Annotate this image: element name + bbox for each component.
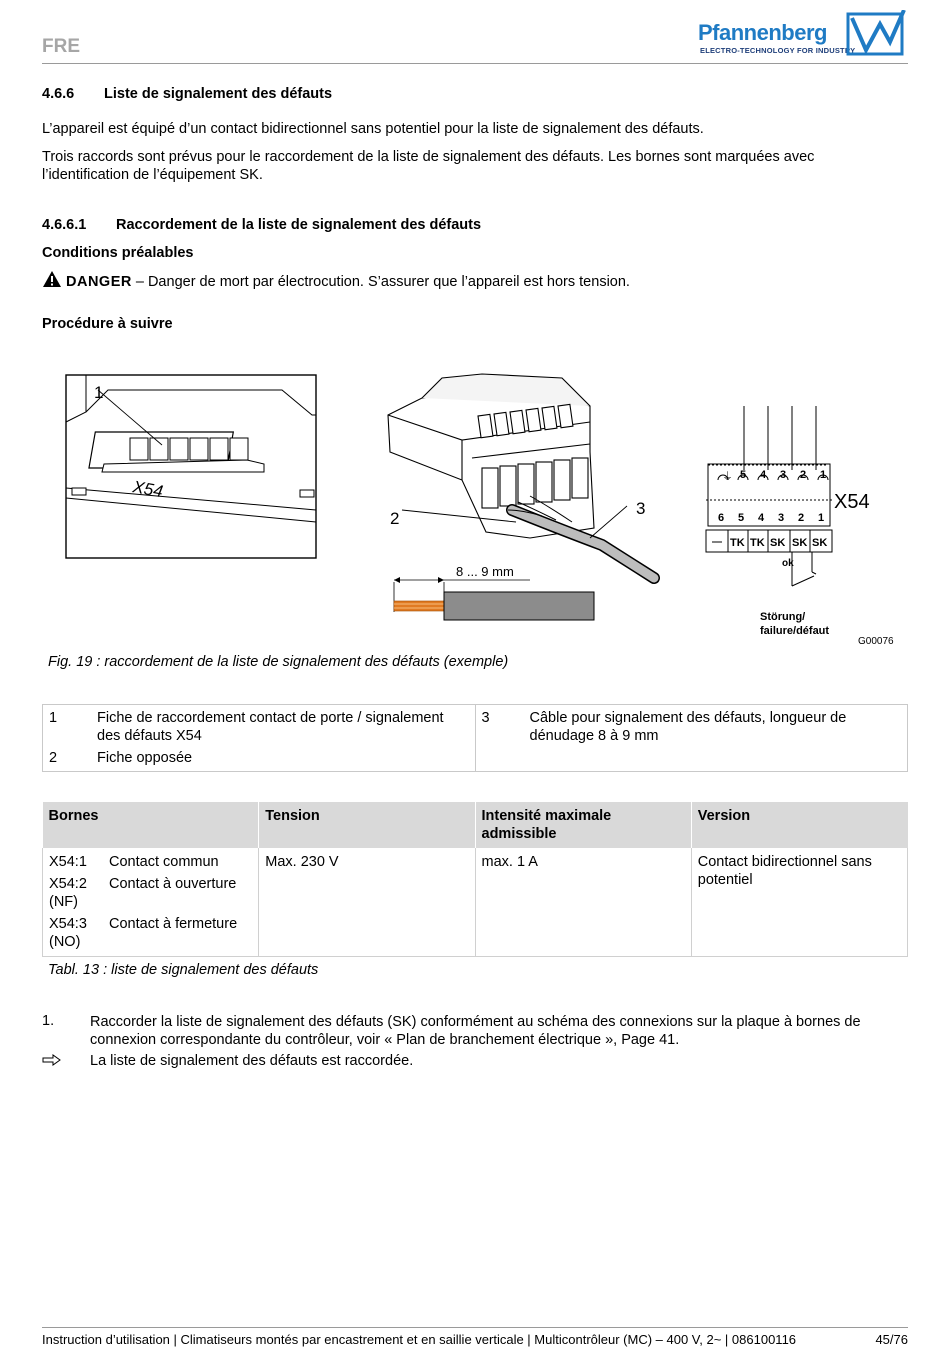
spec-header-intensite — [475, 802, 691, 848]
danger-text: – Danger de mort par électrocution. S’assurer que l’appareil est hors tension. — [131, 274, 630, 290]
legend-right-cell — [475, 705, 908, 772]
subsection-title: Raccordement de la liste de signalement des défauts — [116, 217, 482, 233]
spec-header-version: Version — [691, 802, 907, 848]
callout-3: 3 — [636, 499, 646, 518]
legend-item-3-text — [530, 709, 847, 745]
danger-notice — [42, 270, 630, 290]
legend-item-1-text — [97, 709, 444, 745]
result-text: La liste de signalement des défauts est raccordée. — [90, 1053, 414, 1069]
terminal-top-1: 1 — [820, 469, 827, 481]
terminal-spec-table — [42, 802, 908, 957]
terminal-numbers — [718, 512, 824, 524]
section-paragraph-1: L’appareil est équipé d’un contact bidirectionnel sans potentiel pour la liste de signalement des défauts. — [42, 121, 704, 137]
terminal-top-4: 4 — [760, 469, 767, 481]
legend-item-2-text: Fiche opposée — [97, 750, 193, 766]
step-1-text-line-2: connexion correspondante du contrôleur, voir « Plan de branchement électrique », Page 41. — [90, 1032, 680, 1048]
ground-symbol-icon: ⏚ — [722, 470, 733, 483]
procedure-heading: Procédure à suivre — [42, 316, 173, 332]
terminal-top-2: 2 — [800, 469, 807, 481]
terminal-suffix: (NF) — [49, 894, 78, 910]
terminal-row-x54-2 — [49, 875, 252, 911]
language-code: FRE — [42, 36, 80, 57]
terminal-num-4: 4 — [758, 512, 765, 524]
x54-schematic-label: X54 — [834, 491, 870, 513]
spec-table-header-row — [43, 802, 908, 848]
legend-item-1 — [49, 709, 469, 745]
spec-cell-intensite: max. 1 A — [475, 848, 691, 957]
terminal-description: Contact à fermeture — [109, 916, 238, 932]
spec-table-row — [43, 848, 908, 957]
section-paragraph-2-line-2: l’identification de l’équipement SK. — [42, 167, 263, 183]
spec-version-line-2: potentiel — [697, 872, 753, 888]
section-title: Liste de signalement des défauts — [104, 86, 333, 102]
terminal-row-x54-3 — [49, 915, 252, 951]
failure-label-line-1: Störung/ — [760, 611, 806, 623]
danger-signal-word: DANGER — [66, 274, 132, 290]
legend-item-3 — [482, 709, 902, 745]
terminal-code: X54:1 — [49, 854, 87, 870]
terminal-schematic — [706, 406, 832, 586]
x54-plate-label: X54 — [131, 477, 165, 502]
legend-item-2 — [49, 749, 469, 767]
warning-triangle-icon — [42, 270, 62, 288]
terminal-num-3: 3 — [778, 512, 785, 524]
spec-header-intensite-line-2: admissible — [481, 826, 557, 842]
step-1-number: 1. — [42, 1013, 55, 1029]
figure-code: G00076 — [858, 636, 894, 647]
table-caption: Tabl. 13 : liste de signalement des défauts — [48, 962, 319, 978]
terminal-labels — [730, 537, 827, 549]
terminal-num-1: 1 — [818, 512, 825, 524]
header-divider — [42, 63, 908, 64]
terminal-num-2: 2 — [798, 512, 805, 524]
spec-cell-bornes — [43, 848, 259, 957]
legend-item-3-text-line-1: Câble pour signalement des défauts, longueur de — [529, 710, 847, 726]
stripped-wire-illustration — [394, 577, 594, 620]
terminal-code: X54:3 — [49, 916, 87, 932]
logo-mark-icon — [846, 10, 906, 56]
failure-label-line-2: failure/défaut — [760, 625, 830, 637]
terminal-suffix: (NO) — [49, 934, 81, 950]
terminal-label-sk-1: SK — [770, 537, 786, 549]
section-paragraph-2-line-1: Trois raccords sont prévus pour le raccordement de la liste de signalement des défauts. Les bornes sont marquées avec — [42, 149, 815, 165]
terminal-label-sk-2: SK — [792, 537, 808, 549]
terminal-top-numbers — [740, 469, 826, 481]
spec-header-intensite-line-1: Intensité maximale — [481, 808, 612, 824]
section-number: 4.6.6 — [42, 86, 75, 102]
plug-illustration — [388, 374, 594, 538]
terminal-label-tk-2: TK — [750, 537, 765, 549]
terminal-description: Contact à ouverture — [109, 876, 237, 892]
figure-caption: Fig. 19 : raccordement de la liste de signalement des défauts (exemple) — [48, 654, 509, 670]
housing-illustration — [66, 375, 316, 558]
company-logo — [698, 8, 908, 56]
figure-legend-table — [42, 704, 908, 772]
legend-left-cell — [43, 705, 476, 772]
legend-item-1-number: 1 — [49, 710, 58, 726]
subsection-number: 4.6.6.1 — [42, 217, 87, 233]
terminal-top-5: 5 — [740, 469, 747, 481]
terminal-row-x54-1 — [49, 853, 252, 871]
footer-text: Instruction d’utilisation | Climatiseurs montés par encastrement et en saillie verticale | Multicontrôleur (MC) – 400 V, 2~ | 086100116 — [42, 1332, 797, 1347]
legend-item-3-number: 3 — [481, 710, 490, 726]
legend-item-2-number: 2 — [49, 750, 58, 766]
page-number: 45/76 — [875, 1332, 908, 1347]
step-1-text — [90, 1013, 861, 1049]
result-arrow-icon — [42, 1054, 62, 1070]
callout-2: 2 — [390, 509, 400, 528]
terminal-code: X54:2 — [49, 876, 87, 892]
step-1-text-line-1: Raccorder la liste de signalement des défauts (SK) conformément au schéma des connexions sur la plaque à bornes de — [90, 1014, 861, 1030]
spec-cell-tension: Max. 230 V — [259, 848, 475, 957]
logo-tagline: ELECTRO-TECHNOLOGY FOR INDUSTRY — [700, 46, 856, 55]
terminal-description: Contact commun — [109, 854, 219, 870]
terminal-num-5: 5 — [738, 512, 745, 524]
spec-version-line-1: Contact bidirectionnel sans — [697, 854, 872, 870]
logo-wordmark: Pfannenberg — [698, 20, 827, 45]
connection-figure — [42, 360, 908, 650]
terminal-label-tk-1: TK — [730, 537, 745, 549]
spec-cell-version — [691, 848, 907, 957]
callout-1: 1 — [94, 383, 104, 402]
figure-drawing — [42, 360, 908, 650]
terminal-top-3: 3 — [780, 469, 787, 481]
spec-header-tension: Tension — [259, 802, 475, 848]
legend-item-1-text-line-2: des défauts X54 — [97, 728, 202, 744]
legend-item-3-text-line-2: dénudage 8 à 9 mm — [529, 728, 659, 744]
spec-header-bornes: Bornes — [43, 802, 259, 848]
ok-label: ok — [782, 558, 794, 569]
strip-length-label: 8 ... 9 mm — [456, 564, 514, 579]
terminal-num-6: 6 — [718, 512, 725, 524]
footer-divider — [42, 1327, 908, 1328]
conditions-heading: Conditions préalables — [42, 245, 194, 261]
legend-item-1-text-line-1: Fiche de raccordement contact de porte / signalement — [97, 710, 444, 726]
terminal-label-sk-3: SK — [812, 537, 828, 549]
